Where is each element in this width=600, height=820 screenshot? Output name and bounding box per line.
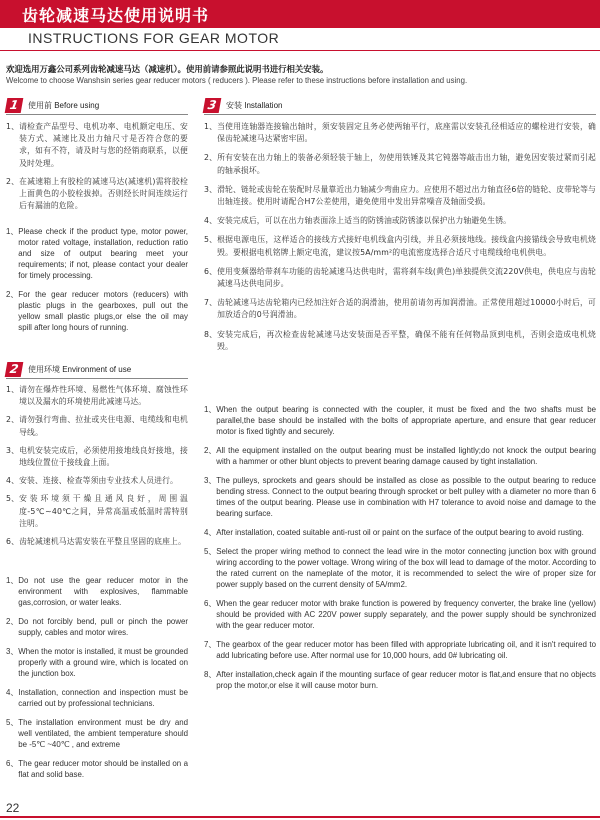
item-number: 3、 [204, 184, 218, 194]
item-text: 安装环境须干燥且通风良好，周围温度-5℃~40℃之间，异常高温或低温时需特别注明。 [19, 494, 188, 528]
list-item [204, 184, 596, 208]
item-number: 4、 [204, 216, 218, 226]
item-number: 2、 [6, 415, 20, 425]
item-number: 2、 [204, 446, 217, 455]
item-number: 2、 [6, 617, 19, 626]
item-text: 安装、连接、检查等须由专业技术人员进行。 [19, 476, 178, 486]
section-heading-installation [204, 98, 596, 115]
item-text: 滑轮、链轮或齿轮在装配时尽量靠近出力轴减少弯曲应力。应使用不超过出力轴直径6倍的链轮、皮带轮等与出轴连接。使用时请配合H7公差使用，避免使用中发出异常噪音及轴面受损。 [217, 184, 596, 207]
item-text: Installation, connection and inspection must be carried out by professional technicians. [18, 688, 188, 708]
intro [6, 64, 596, 86]
item-text: All the equipment installed on the output bearing must be installed lightly;do not knock the output bearing with a hammer or other blunt objects to prevent bearing damage caused by tight installation. [216, 446, 596, 466]
list-item [6, 758, 188, 780]
item-text: 使用变频器给带刹车功能的齿轮减速马达供电时，需将刹车线(黄色)单独提供交流220V供电，供电应与齿轮减速马达供电同步。 [217, 266, 596, 289]
item-number: 7、 [204, 298, 218, 308]
list-item [6, 176, 188, 213]
section-heading-environment [6, 362, 188, 379]
list-item [6, 687, 188, 709]
item-text: Do not forcibly bend, pull or pinch the power supply, cables and motor wires. [18, 617, 188, 637]
section-number-badge: 2 [5, 362, 24, 377]
item-text: 请检查产品型号、电机功率、电机额定电压、安装方式、减速比及出力轴尺寸是否符合您的要求，如有不符，请及时与您的经销商联系，以便及时处理。 [19, 122, 188, 168]
list-item [204, 475, 596, 519]
item-number: 2、 [6, 176, 20, 186]
page-title-cn: 齿轮减速马达使用说明书 [22, 6, 210, 25]
item-number: 6、 [204, 599, 217, 608]
item-text: 电机安装完成后，必须使用接地线良好接地，接地线位置位于接线盒上面。 [19, 445, 188, 468]
section-label: 使用环境 Environment of use [28, 365, 132, 374]
item-number: 3、 [6, 445, 20, 455]
before-using-en-list [6, 226, 188, 333]
item-text: 齿轮减速马达齿轮箱内已经加注好合适的润滑油，使用前请勿再加润滑油。正常使用超过10000小时后，可加放适合的0号润滑油。 [217, 298, 596, 320]
item-number: 5、 [204, 547, 217, 556]
item-number: 5、 [6, 494, 20, 504]
before-using-cn-list [6, 121, 188, 212]
list-item [6, 384, 188, 408]
item-number: 3、 [204, 476, 217, 485]
list-item [204, 297, 596, 321]
item-number: 1、 [204, 122, 218, 131]
item-text: For the gear reducer motors (reducers) with plastic plugs in the gearboxes, pull out the yellow small plastic plugs,or else the oil may spill after long hours of running. [18, 290, 188, 332]
item-number: 1、 [204, 405, 217, 414]
item-text: 请勿强行弯曲、拉扯或夹住电源、电缆线和电机导线。 [19, 415, 188, 437]
item-text: 安装完成后，可以在出力轴表面涂上适当的防锈油或防锈漆以保护出力轴避免生锈。 [217, 216, 512, 226]
item-text: The gearbox of the gear reducer motor has been filled with appropriate lubricating oil, and it isn't required to add lubricating before use. After normal use for 10,000 hours, add 0# lubricating oil. [216, 640, 596, 660]
list-item [6, 536, 188, 548]
section-number-badge: 1 [5, 98, 24, 113]
list-item [6, 414, 188, 438]
section-label: 安装 Installation [226, 101, 283, 110]
item-number: 5、 [6, 718, 19, 727]
list-item [6, 121, 188, 170]
section-label: 使用前 Before using [28, 101, 100, 110]
item-text: 当使用连轴器连接输出轴时，须安装固定且务必使两轴平行，底座需以安装孔径相适应的螺栓进行安装，确保齿轮减速马达紧密牢固。 [217, 122, 596, 144]
list-item [6, 646, 188, 679]
list-item [204, 215, 596, 227]
intro-en: Welcome to choose Wanshsin series gear reducer motors ( reducers ). Please refer to these instructions before installation and using. [6, 76, 468, 85]
item-number: 2、 [6, 290, 19, 299]
list-item [204, 546, 596, 590]
list-item [204, 234, 596, 258]
item-number: 4、 [6, 688, 19, 697]
page-number: 22 [6, 801, 20, 815]
item-text: When the output bearing is connected with the coupler, it must be fixed and the two shafts must be parallel,the base should be installed with the bolts of appropriate aperture, and ensure that gear reducer motor is fixed tightly and securely. [216, 405, 596, 436]
item-text: The pulleys, sprockets and gears should be installed as close as possible to the output bearing to reduce bending stress. Connect to the output bearing through sprocket or belt pulley with a diameter no more than 6 times of the output bearing. Please use in combination with H7 tolerance to avoid noise and damage to the bearing surface. [216, 476, 596, 518]
item-text: Select the proper wiring method to connect the lead wire in the motor connecting junction box with ground wiring according to the power voltage. Wrong wiring of the box will lead to damage of the motor. According to the rated current on the nameplate of the motor, it is recommended to select the wire of proper size for power supply based on the current density of 5A/mm2. [216, 547, 596, 589]
item-text: Do not use the gear reducer motor in the environment with explosives, flammable gas,corrosion, or water leaks. [18, 576, 188, 607]
list-item [6, 575, 188, 608]
item-number: 8、 [204, 670, 217, 679]
list-item [6, 289, 188, 333]
item-text: 在减速箱上有胶栓的减速马达(减速机)需将胶栓上面黄色的小胶栓拔掉。否则经长时间连续运行后有漏油的危险。 [19, 176, 188, 211]
page-title-en: INSTRUCTIONS FOR GEAR MOTOR [28, 30, 280, 46]
item-number: 4、 [204, 528, 217, 537]
item-number: 1、 [6, 576, 19, 585]
item-text: 所有安装在出力轴上的装备必须轻装于轴上，勿使用铁锤及其它钝器等敲击出力轴，避免因安装过紧而引起的轴承损坏。 [217, 153, 596, 175]
list-item [6, 226, 188, 281]
item-number: 7、 [204, 640, 217, 649]
subtitle-band [0, 28, 600, 51]
list-item [204, 669, 596, 691]
list-item [6, 616, 188, 638]
item-text: 请勿在爆炸性环境、易燃性气体环境、腐蚀性环境以及漏水的环境使用此减速马达。 [19, 385, 188, 407]
list-item [204, 639, 596, 661]
item-number: 8、 [204, 329, 218, 339]
section-heading-before-using [6, 98, 188, 115]
item-number: 4、 [6, 476, 20, 486]
item-number: 6、 [6, 537, 20, 547]
list-item [6, 445, 188, 469]
section-number-badge: 3 [203, 98, 222, 113]
item-text: 安装完成后，再次检查齿轮减速马达安装面是否平整，确保不能有任何物品顶到电机，否则会造成电机烧毁。 [217, 329, 596, 351]
item-number: 3、 [6, 647, 19, 656]
item-number: 1、 [6, 385, 20, 394]
environment-cn-list [6, 384, 188, 548]
list-item [204, 404, 596, 437]
item-text: The installation environment must be dry and well ventilated, the ambient temperature should be -5℃ ~40℃ , and extreme [18, 718, 188, 749]
list-item [204, 121, 596, 145]
item-text: Please check if the product type, motor power, motor rated voltage, installation, reduction ratio and size of output bearing meet your requirements; if not, please contact your dealer for timely processing. [18, 227, 188, 280]
item-number: 1、 [6, 122, 20, 131]
list-item [204, 152, 596, 176]
item-number: 6、 [6, 759, 19, 768]
list-item [6, 475, 188, 487]
list-item [204, 266, 596, 290]
list-item [6, 717, 188, 750]
item-number: 2、 [204, 153, 218, 163]
intro-cn: 欢迎选用万鑫公司系列齿轮减速马达（减速机）。使用前请参照此说明书进行相关安装。 [6, 64, 329, 74]
item-text: After installation, coated suitable anti-rust oil or paint on the surface of the output bearing to avoid rusting. [216, 528, 584, 537]
installation-en-list [204, 404, 596, 691]
item-text: After installation,check again if the mounting surface of gear reducer motor is flat,and ensure that no objects prop the motor,or else it will cause motor burn. [216, 670, 596, 690]
list-item [204, 445, 596, 467]
item-number: 6、 [204, 266, 218, 276]
list-item [6, 493, 188, 530]
environment-en-list [6, 575, 188, 780]
item-text: When the motor is installed, it must be grounded properly with a ground wire, which is located on the junction box. [18, 647, 188, 678]
item-text: 齿轮减速机马达需安装在平整且坚固的底座上。 [19, 537, 186, 547]
item-text: When the gear reducer motor with brake function is powered by frequency converter, the brake line (yellow) should be provided with AC 220V power supply separately, and the power supply should be synchronized with the gear reducer motor. [216, 599, 596, 630]
list-item [204, 329, 596, 353]
list-item [204, 598, 596, 631]
item-number: 5、 [204, 235, 218, 245]
item-number: 1、 [6, 227, 19, 236]
installation-cn-list [204, 121, 596, 353]
item-text: The gear reducer motor should be installed on a flat and solid base. [18, 759, 188, 779]
title-band [0, 0, 600, 28]
list-item [204, 527, 596, 538]
item-text: 根据电源电压，这样适合的接线方式接好电机线盒内引线，并且必须接地线。接线盒内接锚线会导致电机烧毁。要根据电机铭牌上额定电流，建议按5A/mm²的电流密度选择合适尺寸电缆线给电机供电。 [217, 235, 596, 257]
bottom-rule [0, 816, 600, 818]
